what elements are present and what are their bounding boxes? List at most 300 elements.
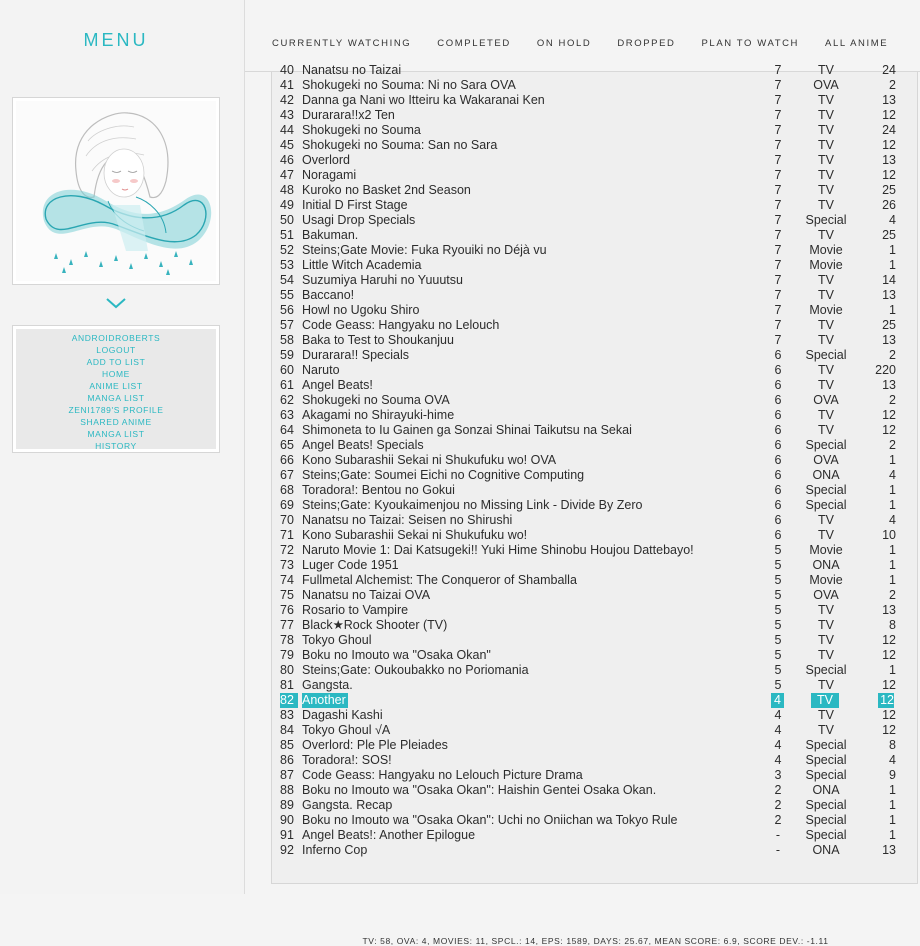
score: 2 bbox=[774, 783, 782, 797]
anime-title[interactable]: Tokyo Ghoul bbox=[302, 633, 372, 647]
anime-title[interactable]: Bakuman. bbox=[302, 228, 359, 242]
table-row[interactable] bbox=[272, 273, 917, 288]
type: Movie bbox=[809, 243, 843, 257]
anime-title[interactable]: Noragami bbox=[302, 168, 357, 182]
type: TV bbox=[811, 693, 839, 708]
menu-title[interactable]: MENU bbox=[83, 30, 149, 50]
episodes: 1 bbox=[889, 453, 896, 467]
table-row[interactable] bbox=[272, 693, 917, 708]
episodes: 13 bbox=[882, 378, 896, 392]
episodes: 12 bbox=[882, 168, 896, 182]
score: 6 bbox=[774, 483, 782, 497]
anime-title[interactable]: Overlord: Ple Ple Pleiades bbox=[302, 738, 448, 752]
type: ONA bbox=[812, 468, 840, 482]
episodes: 9 bbox=[889, 768, 896, 782]
anime-title[interactable]: Usagi Drop Specials bbox=[302, 213, 416, 227]
score: 7 bbox=[774, 288, 782, 302]
row-number: 83 bbox=[280, 708, 294, 722]
score: 7 bbox=[774, 123, 782, 137]
score: 7 bbox=[774, 273, 782, 287]
table-row[interactable] bbox=[272, 618, 917, 633]
type: Special bbox=[805, 663, 847, 677]
score: 5 bbox=[774, 633, 782, 647]
anime-title[interactable]: Shokugeki no Souma bbox=[302, 123, 421, 137]
anime-title[interactable]: Gangsta. bbox=[302, 678, 353, 692]
anime-title[interactable]: Danna ga Nani wo Itteiru ka Wakaranai Ken bbox=[302, 93, 545, 107]
table-row[interactable] bbox=[272, 108, 917, 123]
row-number: 59 bbox=[280, 348, 294, 362]
table-row[interactable] bbox=[272, 543, 917, 558]
type: TV bbox=[818, 378, 834, 392]
episodes: 25 bbox=[882, 318, 896, 332]
type: TV bbox=[818, 198, 834, 212]
row-number: 60 bbox=[280, 363, 294, 377]
table-row[interactable] bbox=[272, 573, 917, 588]
anime-title[interactable]: Angel Beats! Specials bbox=[302, 438, 424, 452]
anime-title[interactable]: Initial D First Stage bbox=[302, 198, 408, 212]
tab-currently-watching[interactable]: CURRENTLY WATCHING bbox=[272, 38, 412, 49]
episodes: 4 bbox=[889, 513, 896, 527]
episodes: 12 bbox=[882, 633, 896, 647]
sidebar-links bbox=[16, 329, 216, 449]
score: 4 bbox=[774, 738, 782, 752]
table-row[interactable] bbox=[272, 738, 917, 753]
type: TV bbox=[818, 138, 834, 152]
anime-title[interactable]: Fullmetal Alchemist: The Conqueror of Shamballa bbox=[302, 573, 577, 587]
avatar bbox=[16, 101, 216, 281]
score: 5 bbox=[774, 648, 782, 662]
row-number: 76 bbox=[280, 603, 294, 617]
episodes: 4 bbox=[889, 753, 896, 767]
score: 7 bbox=[774, 93, 782, 107]
row-number: 64 bbox=[280, 423, 294, 437]
table-row[interactable] bbox=[272, 78, 917, 93]
anime-title[interactable]: Shokugeki no Souma: Ni no Sara OVA bbox=[302, 78, 516, 92]
table-row[interactable] bbox=[272, 258, 917, 273]
episodes: 1 bbox=[889, 483, 896, 497]
type: TV bbox=[818, 183, 834, 197]
type: ONA bbox=[812, 843, 840, 857]
top-nav-bar bbox=[245, 0, 920, 72]
table-row[interactable] bbox=[272, 753, 917, 768]
row-number: 84 bbox=[280, 723, 294, 737]
type: Movie bbox=[809, 258, 843, 272]
row-number: 52 bbox=[280, 243, 294, 257]
anime-title[interactable]: Angel Beats! bbox=[302, 378, 373, 392]
type: TV bbox=[818, 363, 834, 377]
table-row[interactable] bbox=[272, 768, 917, 783]
type: Special bbox=[805, 738, 847, 752]
type: TV bbox=[818, 513, 834, 527]
episodes: 13 bbox=[882, 333, 896, 347]
episodes: 4 bbox=[889, 468, 896, 482]
anime-title[interactable]: Suzumiya Haruhi no Yuuutsu bbox=[302, 273, 463, 287]
episodes: 220 bbox=[875, 363, 896, 377]
score: 7 bbox=[774, 228, 782, 242]
row-number: 51 bbox=[280, 228, 294, 242]
tab-dropped[interactable]: DROPPED bbox=[617, 38, 676, 49]
anime-title[interactable]: Naruto Movie 1: Dai Katsugeki!! Yuki Hime Shinobu Houjou Dattebayo! bbox=[302, 543, 694, 557]
score: 7 bbox=[774, 78, 782, 92]
anime-title[interactable]: Howl no Ugoku Shiro bbox=[302, 303, 420, 317]
row-number: 92 bbox=[280, 843, 294, 857]
episodes: 1 bbox=[889, 783, 896, 797]
table-row[interactable] bbox=[272, 228, 917, 243]
episodes: 24 bbox=[882, 123, 896, 137]
score: 4 bbox=[774, 723, 782, 737]
table-row[interactable] bbox=[272, 513, 917, 528]
episodes: 24 bbox=[882, 63, 896, 77]
row-number: 80 bbox=[280, 663, 294, 677]
row-number: 66 bbox=[280, 453, 294, 467]
episodes: 2 bbox=[889, 393, 896, 407]
table-row[interactable] bbox=[272, 123, 917, 138]
type: TV bbox=[818, 528, 834, 542]
episodes: 26 bbox=[882, 198, 896, 212]
table-row[interactable] bbox=[272, 408, 917, 423]
anime-title[interactable]: Durarara!! Specials bbox=[302, 348, 409, 362]
table-row[interactable] bbox=[272, 438, 917, 453]
row-number: 56 bbox=[280, 303, 294, 317]
type: Special bbox=[805, 753, 847, 767]
anime-title[interactable]: Little Witch Academia bbox=[302, 258, 422, 272]
row-number: 75 bbox=[280, 588, 294, 602]
type: OVA bbox=[813, 453, 839, 467]
anime-title[interactable]: Kuroko no Basket 2nd Season bbox=[302, 183, 471, 197]
episodes: 1 bbox=[889, 798, 896, 812]
anime-title[interactable]: Steins;Gate Movie: Fuka Ryouiki no Déjà vu bbox=[302, 243, 547, 257]
anime-title[interactable]: Shokugeki no Souma OVA bbox=[302, 393, 450, 407]
table-row[interactable] bbox=[272, 648, 917, 663]
episodes: 1 bbox=[889, 558, 896, 572]
table-row[interactable] bbox=[272, 378, 917, 393]
anime-title[interactable]: Code Geass: Hangyaku no Lelouch bbox=[302, 318, 500, 332]
table-row[interactable] bbox=[272, 498, 917, 513]
anime-title[interactable]: Baka to Test to Shoukanjuu bbox=[302, 333, 454, 347]
type: TV bbox=[818, 708, 834, 722]
sidebar-link-add-to-list[interactable]: ADD TO LIST bbox=[86, 357, 146, 367]
anime-title[interactable]: Steins;Gate: Oukoubakko no Poriomania bbox=[302, 663, 529, 677]
sidebar-link-history[interactable]: HISTORY bbox=[95, 441, 137, 451]
table-row[interactable] bbox=[272, 393, 917, 408]
type: Special bbox=[805, 828, 847, 842]
type: TV bbox=[818, 333, 834, 347]
table-row[interactable] bbox=[272, 333, 917, 348]
table-row[interactable] bbox=[272, 93, 917, 108]
type: Special bbox=[805, 798, 847, 812]
row-number: 88 bbox=[280, 783, 294, 797]
anime-title[interactable]: Gangsta. Recap bbox=[302, 798, 393, 812]
table-row[interactable] bbox=[272, 423, 917, 438]
row-number: 44 bbox=[280, 123, 294, 137]
anime-title[interactable]: Steins;Gate: Soumei Eichi no Cognitive Computing bbox=[302, 468, 585, 482]
type: Special bbox=[805, 438, 847, 452]
episodes: 1 bbox=[889, 243, 896, 257]
score: 5 bbox=[774, 543, 782, 557]
anime-title[interactable]: Shokugeki no Souma: San no Sara bbox=[302, 138, 498, 152]
anime-title[interactable]: Toradora!: Bentou no Gokui bbox=[302, 483, 455, 497]
row-number: 55 bbox=[280, 288, 294, 302]
score: 2 bbox=[774, 798, 782, 812]
anime-title[interactable]: Kono Subarashii Sekai ni Shukufuku wo! bbox=[302, 528, 528, 542]
score: 6 bbox=[774, 438, 782, 452]
anime-title[interactable]: Code Geass: Hangyaku no Lelouch Picture Drama bbox=[302, 768, 583, 782]
score: 7 bbox=[774, 318, 782, 332]
row-number: 81 bbox=[280, 678, 294, 692]
score: 7 bbox=[774, 303, 782, 317]
row-number: 53 bbox=[280, 258, 294, 272]
anime-title[interactable]: Boku no Imouto wa "Osaka Okan" bbox=[302, 648, 491, 662]
anime-title[interactable]: Toradora!: SOS! bbox=[302, 753, 392, 767]
anime-title[interactable]: Nanatsu no Taizai OVA bbox=[302, 588, 431, 602]
type: Special bbox=[805, 483, 847, 497]
row-number: 57 bbox=[280, 318, 294, 332]
anime-title[interactable]: Black★Rock Shooter (TV) bbox=[302, 618, 448, 632]
row-number: 68 bbox=[280, 483, 294, 497]
table-row[interactable] bbox=[272, 813, 917, 828]
table-row[interactable] bbox=[272, 213, 917, 228]
table-row[interactable] bbox=[272, 153, 917, 168]
type: TV bbox=[818, 168, 834, 182]
episodes: 1 bbox=[889, 258, 896, 272]
table-row[interactable] bbox=[272, 783, 917, 798]
type: TV bbox=[818, 153, 834, 167]
episodes: 1 bbox=[889, 828, 896, 842]
score: 7 bbox=[774, 63, 782, 77]
score: 7 bbox=[774, 138, 782, 152]
type: TV bbox=[818, 408, 834, 422]
score: 5 bbox=[774, 663, 782, 677]
anime-title[interactable]: Tokyo Ghoul √A bbox=[302, 723, 391, 737]
sidebar-link-logout[interactable]: LOGOUT bbox=[96, 345, 136, 355]
row-number: 46 bbox=[280, 153, 294, 167]
score: 5 bbox=[774, 573, 782, 587]
episodes: 13 bbox=[882, 153, 896, 167]
table-row[interactable] bbox=[272, 603, 917, 618]
row-number: 48 bbox=[280, 183, 294, 197]
row-number: 43 bbox=[280, 108, 294, 122]
type: ONA bbox=[812, 783, 840, 797]
table-row[interactable] bbox=[272, 798, 917, 813]
episodes: 25 bbox=[882, 228, 896, 242]
anime-title[interactable]: Luger Code 1951 bbox=[302, 558, 399, 572]
episodes: 13 bbox=[882, 843, 896, 857]
type: TV bbox=[818, 648, 834, 662]
episodes: 4 bbox=[889, 213, 896, 227]
episodes: 12 bbox=[882, 108, 896, 122]
type: TV bbox=[818, 288, 834, 302]
table-row[interactable] bbox=[272, 183, 917, 198]
type: TV bbox=[818, 108, 834, 122]
row-number: 89 bbox=[280, 798, 294, 812]
score: 6 bbox=[774, 513, 782, 527]
table-row[interactable] bbox=[272, 453, 917, 468]
episodes: 12 bbox=[882, 423, 896, 437]
score: 5 bbox=[774, 603, 782, 617]
row-number: 70 bbox=[280, 513, 294, 527]
sidebar-link-shared-anime[interactable]: SHARED ANIME bbox=[80, 417, 152, 427]
anime-title[interactable]: Boku no Imouto wa "Osaka Okan": Uchi no Oniichan wa Tokyo Rule bbox=[302, 813, 678, 827]
score: 6 bbox=[774, 378, 782, 392]
row-number: 91 bbox=[280, 828, 294, 842]
type: OVA bbox=[813, 588, 839, 602]
episodes: 14 bbox=[882, 273, 896, 287]
list-stats: TV: 58, OVA: 4, MOVIES: 11, SPCL.: 14, EPS: 1589, DAYS: 25.67, MEAN SCORE: 6.9, SCORE DEV.: -1.11 bbox=[362, 936, 829, 946]
anime-title[interactable]: Dagashi Kashi bbox=[302, 708, 383, 722]
tab-all-anime[interactable]: ALL ANIME bbox=[825, 38, 889, 49]
score: 7 bbox=[774, 243, 782, 257]
score: 6 bbox=[774, 453, 782, 467]
anime-title[interactable]: Rosario to Vampire bbox=[302, 603, 409, 617]
row-number: 82 bbox=[280, 693, 298, 708]
sidebar-link-profile[interactable]: ZENI1789'S PROFILE bbox=[68, 405, 164, 415]
score: 5 bbox=[774, 678, 782, 692]
row-number: 73 bbox=[280, 558, 294, 572]
sidebar-link-manga-list-2[interactable]: MANGA LIST bbox=[87, 429, 145, 439]
type: OVA bbox=[813, 78, 839, 92]
table-row[interactable] bbox=[272, 348, 917, 363]
anime-title[interactable]: Inferno Cop bbox=[302, 843, 368, 857]
row-number: 40 bbox=[280, 63, 294, 77]
table-row[interactable] bbox=[272, 528, 917, 543]
avatar-illustration bbox=[16, 101, 216, 281]
table-row[interactable] bbox=[272, 663, 917, 678]
sidebar-link-anime-list[interactable]: ANIME LIST bbox=[89, 381, 143, 391]
episodes: 1 bbox=[889, 543, 896, 557]
score: 6 bbox=[774, 468, 782, 482]
episodes: 1 bbox=[889, 663, 896, 677]
type: TV bbox=[818, 678, 834, 692]
type: Movie bbox=[809, 573, 843, 587]
anime-list-panel bbox=[271, 63, 918, 946]
sidebar-link-home[interactable]: HOME bbox=[102, 369, 130, 379]
episodes: 1 bbox=[889, 573, 896, 587]
score: 5 bbox=[774, 558, 782, 572]
score: 6 bbox=[774, 393, 782, 407]
anime-title[interactable]: Steins;Gate: Kyoukaimenjou no Missing Link - Divide By Zero bbox=[302, 498, 643, 512]
tab-completed[interactable]: COMPLETED bbox=[437, 38, 511, 49]
episodes: 10 bbox=[882, 528, 896, 542]
sidebar bbox=[0, 0, 245, 894]
episodes: 2 bbox=[889, 78, 896, 92]
episodes: 8 bbox=[889, 738, 896, 752]
anime-title[interactable]: Another bbox=[302, 693, 346, 707]
anime-title[interactable]: Kono Subarashii Sekai ni Shukufuku wo! OVA bbox=[302, 453, 557, 467]
score: 6 bbox=[774, 408, 782, 422]
type: TV bbox=[818, 123, 834, 137]
chevron-down-icon[interactable] bbox=[105, 296, 127, 310]
row-number: 54 bbox=[280, 273, 294, 287]
episodes: 2 bbox=[889, 588, 896, 602]
score: 3 bbox=[774, 768, 782, 782]
table-row[interactable] bbox=[272, 843, 917, 858]
episodes: 2 bbox=[889, 348, 896, 362]
table-row[interactable] bbox=[272, 138, 917, 153]
type: OVA bbox=[813, 393, 839, 407]
table-row[interactable] bbox=[272, 63, 917, 78]
anime-title[interactable]: Shimoneta to Iu Gainen ga Sonzai Shinai Taikutsu na Sekai bbox=[302, 423, 632, 437]
sidebar-links-box bbox=[12, 325, 220, 453]
anime-title[interactable]: Akagami no Shirayuki-hime bbox=[302, 408, 455, 422]
type: Special bbox=[805, 348, 847, 362]
type: TV bbox=[818, 618, 834, 632]
row-number: 71 bbox=[280, 528, 294, 542]
table-row[interactable] bbox=[272, 318, 917, 333]
table-row[interactable] bbox=[272, 828, 917, 843]
row-number: 58 bbox=[280, 333, 294, 347]
score: - bbox=[775, 828, 781, 842]
table-row[interactable] bbox=[272, 723, 917, 738]
episodes: 12 bbox=[882, 138, 896, 152]
type: Movie bbox=[809, 543, 843, 557]
score: 7 bbox=[774, 108, 782, 122]
table-row[interactable] bbox=[272, 483, 917, 498]
episodes: 12 bbox=[878, 693, 894, 708]
type: ONA bbox=[812, 558, 840, 572]
anime-title[interactable]: Baccano! bbox=[302, 288, 355, 302]
row-number: 77 bbox=[280, 618, 294, 632]
episodes: 12 bbox=[882, 723, 896, 737]
type: TV bbox=[818, 63, 834, 77]
table-row[interactable] bbox=[272, 708, 917, 723]
tab-plan-to-watch[interactable]: PLAN TO WATCH bbox=[701, 38, 800, 49]
table-row[interactable] bbox=[272, 243, 917, 258]
episodes: 1 bbox=[889, 303, 896, 317]
anime-title[interactable]: Durarara!!x2 Ten bbox=[302, 108, 395, 122]
sidebar-link-user[interactable]: ANDROIDROBERTS bbox=[71, 333, 161, 343]
sidebar-link-manga-list[interactable]: MANGA LIST bbox=[87, 393, 145, 403]
row-number: 67 bbox=[280, 468, 294, 482]
episodes: 13 bbox=[882, 288, 896, 302]
anime-title[interactable]: Naruto bbox=[302, 363, 340, 377]
anime-title[interactable]: Angel Beats!: Another Epilogue bbox=[302, 828, 476, 842]
score: 6 bbox=[774, 498, 782, 512]
table-row[interactable] bbox=[272, 198, 917, 213]
row-number: 87 bbox=[280, 768, 294, 782]
table-row[interactable] bbox=[272, 168, 917, 183]
score: 6 bbox=[774, 348, 782, 362]
row-number: 78 bbox=[280, 633, 294, 647]
type: TV bbox=[818, 603, 834, 617]
row-number: 74 bbox=[280, 573, 294, 587]
row-number: 63 bbox=[280, 408, 294, 422]
table-row[interactable] bbox=[272, 558, 917, 573]
table-row[interactable] bbox=[272, 288, 917, 303]
type: TV bbox=[818, 318, 834, 332]
score: 7 bbox=[774, 153, 782, 167]
row-number: 41 bbox=[280, 78, 294, 92]
score: 4 bbox=[771, 693, 784, 708]
table-row[interactable] bbox=[272, 588, 917, 603]
anime-title[interactable]: Nanatsu no Taizai: Seisen no Shirushi bbox=[302, 513, 513, 527]
score: 7 bbox=[774, 213, 782, 227]
type: Special bbox=[805, 213, 847, 227]
table-row[interactable] bbox=[272, 363, 917, 378]
anime-title[interactable]: Boku no Imouto wa "Osaka Okan": Haishin Gentei Osaka Okan. bbox=[302, 783, 657, 797]
status-tabs bbox=[272, 38, 888, 49]
table-row[interactable] bbox=[272, 633, 917, 648]
row-number: 45 bbox=[280, 138, 294, 152]
episodes: 12 bbox=[882, 648, 896, 662]
row-number: 47 bbox=[280, 168, 294, 182]
score: 4 bbox=[774, 753, 782, 767]
tab-on-hold[interactable]: ON HOLD bbox=[536, 38, 592, 49]
table-row[interactable] bbox=[272, 678, 917, 693]
anime-title[interactable]: Nanatsu no Taizai bbox=[302, 63, 402, 77]
table-row[interactable] bbox=[272, 303, 917, 318]
table-row[interactable] bbox=[272, 468, 917, 483]
anime-title[interactable]: Overlord bbox=[302, 153, 350, 167]
